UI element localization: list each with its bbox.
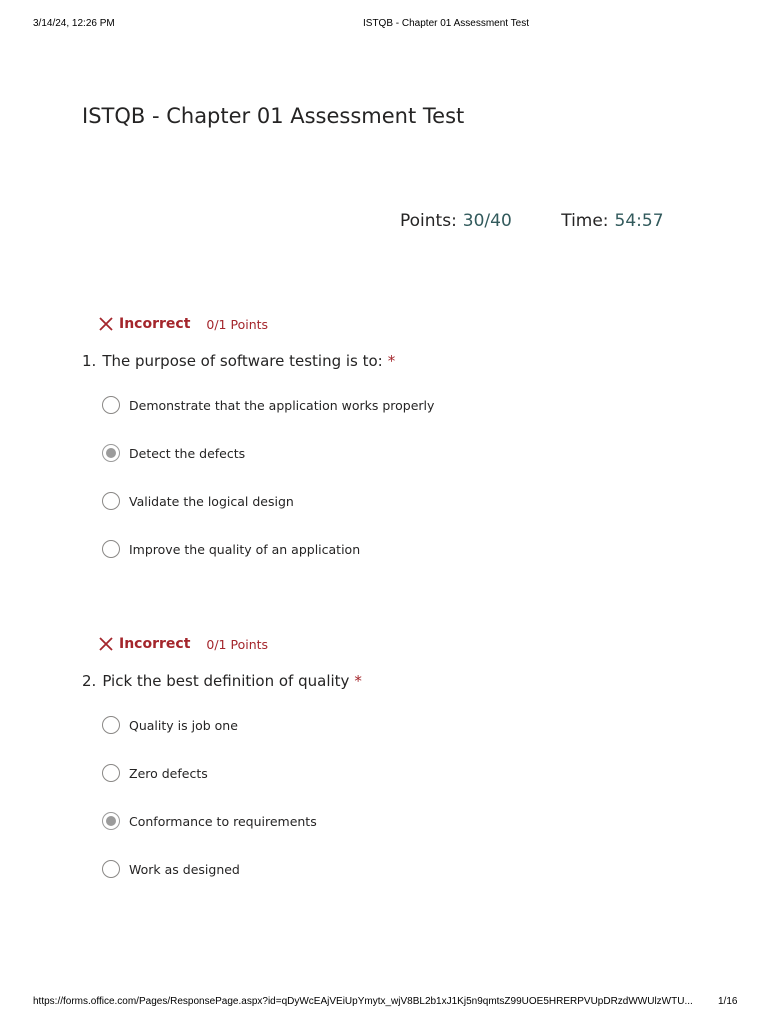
option-label: Detect the defects (129, 445, 246, 461)
print-header (0, 18, 768, 32)
options-list (102, 701, 682, 893)
required-marker: * (387, 352, 396, 370)
radio-button-selected[interactable] (102, 812, 120, 830)
result-label: Incorrect (119, 636, 191, 652)
question-result (98, 314, 682, 334)
question-text: The purpose of software testing is to: (102, 352, 383, 370)
question-result (98, 634, 682, 654)
time-value: 54:57 (614, 211, 664, 231)
option-label: Improve the quality of an application (129, 541, 361, 557)
result-label: Incorrect (119, 316, 191, 332)
print-page-title: ISTQB - Chapter 01 Assessment Test (363, 18, 529, 29)
option-item[interactable] (102, 525, 682, 573)
option-label: Demonstrate that the application works properly (129, 397, 435, 413)
option-item[interactable] (102, 381, 682, 429)
question-number: 2. (82, 672, 97, 690)
option-item[interactable] (102, 797, 682, 845)
option-label: Work as designed (129, 861, 240, 877)
option-item[interactable] (102, 429, 682, 477)
incorrect-x-icon (98, 316, 114, 332)
question-1 (82, 314, 682, 573)
radio-button[interactable] (102, 396, 120, 414)
question-title (82, 351, 682, 371)
incorrect-x-icon (98, 636, 114, 652)
option-label: Quality is job one (129, 717, 238, 733)
option-item[interactable] (102, 477, 682, 525)
score-summary (400, 211, 664, 231)
option-item[interactable] (102, 845, 682, 893)
option-item[interactable] (102, 701, 682, 749)
option-item[interactable] (102, 749, 682, 797)
question-title (82, 671, 682, 691)
question-number: 1. (82, 352, 97, 370)
points-value: 30/40 (462, 211, 512, 231)
radio-button[interactable] (102, 764, 120, 782)
question-2 (82, 634, 682, 893)
option-label: Conformance to requirements (129, 813, 317, 829)
time-label: Time: (561, 211, 609, 231)
radio-button[interactable] (102, 860, 120, 878)
result-points: 0/1 Points (206, 316, 269, 332)
required-marker: * (354, 672, 362, 690)
form-title: ISTQB - Chapter 01 Assessment Test (82, 104, 465, 128)
points-label: Points: (400, 211, 457, 231)
option-label: Validate the logical design (129, 493, 294, 509)
print-url: https://forms.office.com/Pages/ResponsePage.aspx?id=qDyWcEAjVEiUpYmytx_wjV8BL2b1xJ1Kj5n9qmtsZ99UOE5HRERPVUpDRzdWWUlzWTU... (33, 996, 693, 1007)
question-text: Pick the best definition of quality (102, 672, 350, 690)
radio-button-selected[interactable] (102, 444, 120, 462)
radio-button[interactable] (102, 716, 120, 734)
option-label: Zero defects (129, 765, 208, 781)
print-datetime: 3/14/24, 12:26 PM (33, 18, 115, 29)
print-page-number: 1/16 (718, 996, 738, 1007)
result-points: 0/1 Points (206, 636, 269, 652)
options-list (102, 381, 682, 573)
radio-button[interactable] (102, 492, 120, 510)
radio-button[interactable] (102, 540, 120, 558)
